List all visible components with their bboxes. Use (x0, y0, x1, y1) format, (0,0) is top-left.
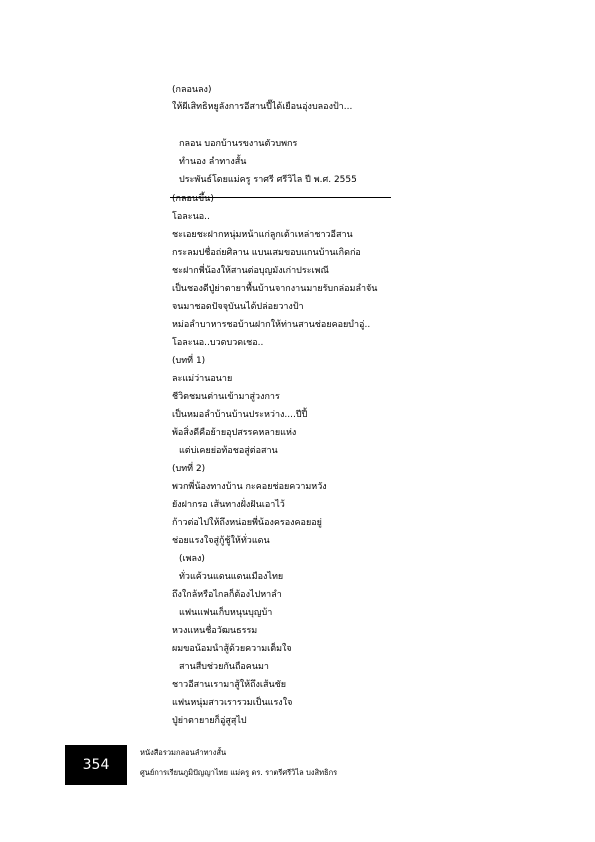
section-heading: (บทที่ 2) (172, 464, 206, 474)
verse-line: เป็นชองดีปู่ย่าตายาพื้นบ้านจากงานมายรับกล่อมลำจัน (172, 284, 378, 294)
verse-line: ยังฝากรอ เส้นทางฝั่งฝันเอาไว้ (172, 500, 285, 510)
section-heading: (บทที่ 1) (172, 356, 206, 366)
verse-line: ถึงใกล้หรือไกลก็ต้องไปหาลำ (172, 590, 282, 600)
verse-line: สานสืบช่วยกันถือคนมา (179, 662, 269, 672)
verse-line: ช่อยแรงใจสู่กู้ชู้ให้ทั่วแดน (172, 536, 270, 546)
verse-line: พวกพี่น้องทางบ้าน กะคอยช่อยความหวัง (172, 482, 327, 492)
section-heading: (เพลง) (179, 554, 205, 564)
verse-line: ชะฝากพี่น้องให้สานต่อบุญมังเก่าประเพณี (172, 266, 329, 276)
verse-line: ละแม่ว่านอนาย (172, 374, 233, 384)
verse-line: ก้าวต่อไปให้ถึงหน่อยพี่น้องครองคอยอยู่ (172, 518, 322, 528)
verse-line: พ้อสิ่งดีคือย้ายอุปสรรคหลายแห่ง (172, 428, 297, 438)
page-number: 354 (65, 745, 127, 785)
verse-line: ปู่ย่าตายายก็อู่สูสุไป (172, 716, 247, 726)
verse-line: โอละนอ..บวดบวดเชอ.. (172, 338, 264, 348)
verse-line: ชีวิตชมนต่านเข้ามาสู่วงการ (172, 392, 280, 402)
footer-title: หนังสือรวมกลอนลำทางสั้น (140, 748, 227, 757)
credit-line: ทำนอง ลำทางสั้น (179, 157, 247, 167)
verse-line: หม่อลำบาหารชอบ้านฝากให้ท่านสานช่อยคอยบำอู่.. (172, 320, 371, 330)
footer-institution: ศูนย์การเรียนภูมิปัญญาไทย แม่ครู ดร. ราตรีศรีวิไล บงสิทธิกร (140, 768, 338, 777)
verse-line: หวงแหนชื่อวัฒนธรรม (172, 626, 258, 636)
verse-line: เป็นหมอลำบ้านบ้านประหว่าง....ปีปี้ (172, 410, 308, 420)
verse-line: แฟนหนุ่มสาวเรารวมเป็นแรงใจ (172, 698, 293, 708)
credit-line: ประพันธ์โดยแม่ครู ราศรี ศรีวิไล ปี พ.ศ. 2555 (179, 175, 357, 185)
verse-line: จนมาชอดปัจจุบันนได้ปล่อยวางป้า (172, 302, 304, 312)
verse-line: กระลมปชื่อถ่ยศิลาน แบนเสมขอบแกนบ้านเกิดก่อ (172, 248, 361, 258)
verse-line: ชะเอยชะฝากหนุ่มหน้าแก่ลูกเต้าเหล่าชาวอีสาน (172, 230, 353, 240)
verse-line: แฟนแฟนเก็บหนุนบุญบ้า (179, 608, 273, 618)
verse-line: ทั่วแค้วนแดนแดนเมืองไทย (179, 572, 284, 582)
verse-line: แต่บ่เคยย่อท้อชอสู่ต่อสาน (179, 446, 278, 456)
verse-line: (กลอนขึ้น) (172, 194, 214, 204)
verse-line: โอละนอ.. (172, 212, 210, 222)
credit-line: กลอน บอกบ้านรขงานตัวบพกร (179, 139, 298, 149)
intro-line: ให้ผีเสิทธิหยูลังการอีสานปี๊ได้เยือนอุ่งบลองป้า... (172, 102, 353, 112)
verse-line: ผมขอน้อมนำสู้ด้วยความเต็มใจ (172, 644, 292, 654)
intro-line: (กลอนลง) (172, 85, 212, 95)
verse-line: ชาวอีสานเรามาสู้ให้ถึงเส้นชัย (172, 680, 287, 690)
